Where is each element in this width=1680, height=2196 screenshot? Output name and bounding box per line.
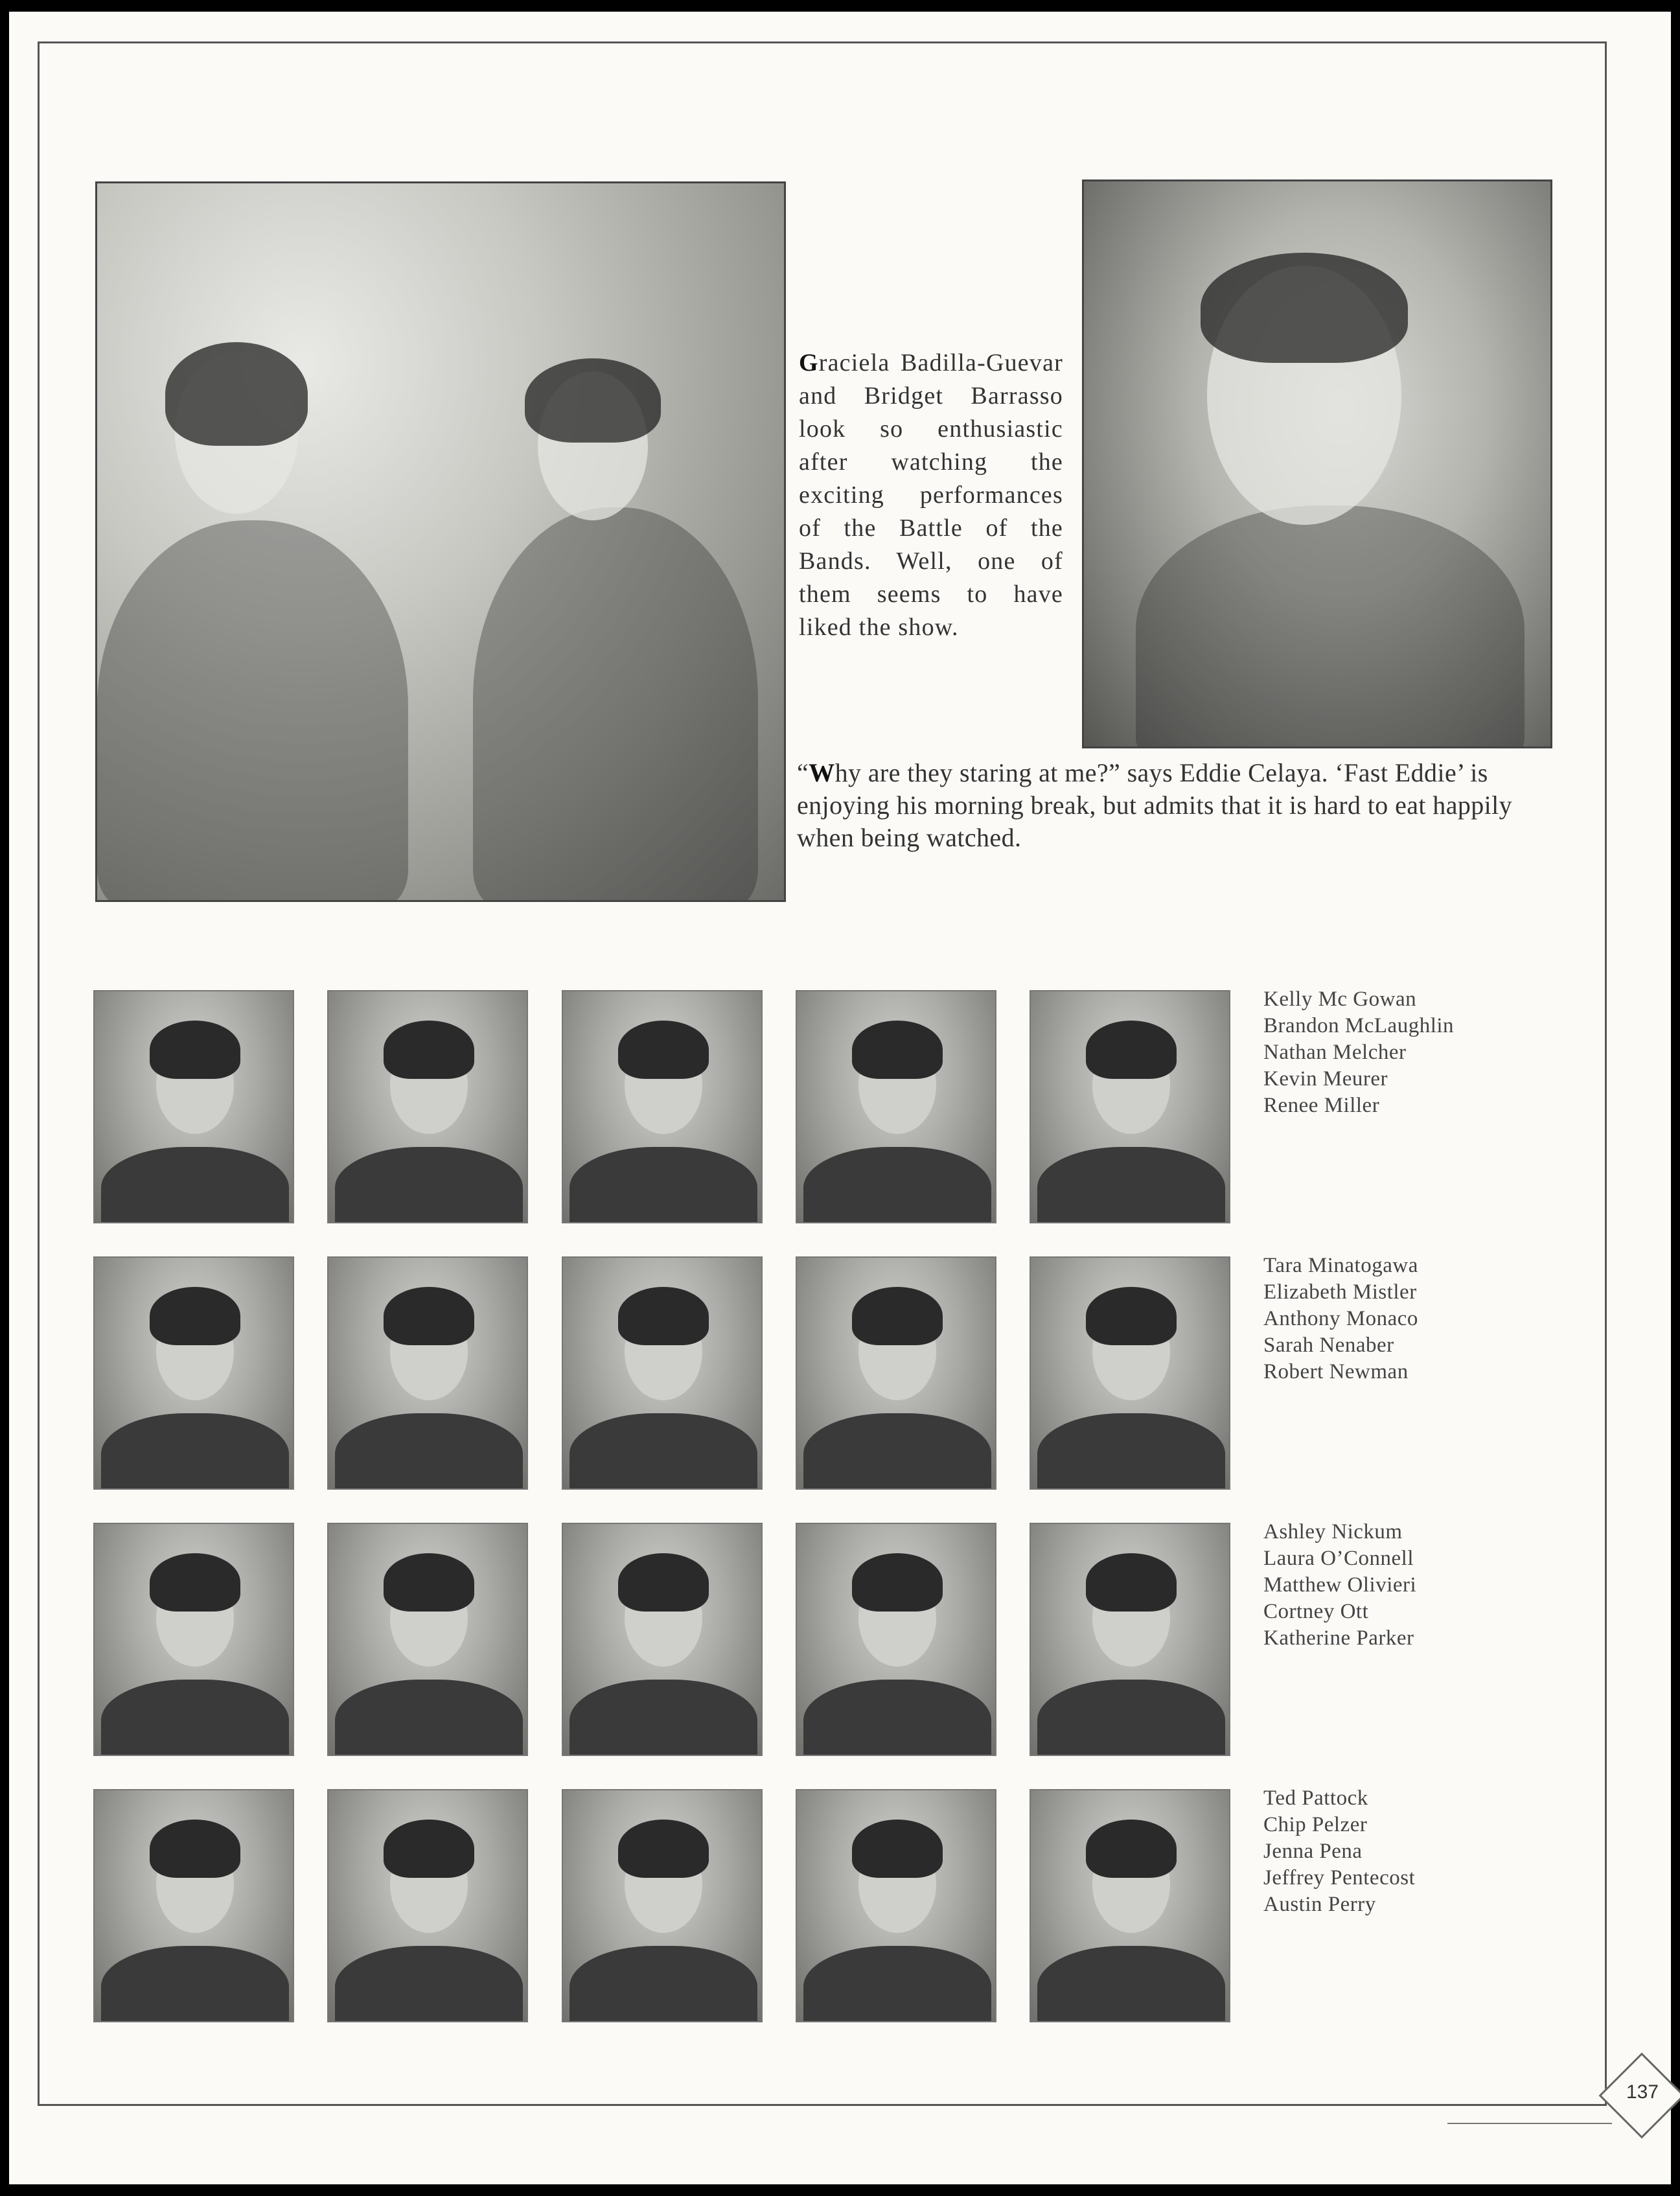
student-name: Elizabeth Mistler — [1263, 1280, 1417, 1304]
student-name: Nathan Melcher — [1263, 1041, 1407, 1064]
portrait — [1030, 990, 1230, 1223]
portrait — [796, 1256, 996, 1490]
name-list-row-1 — [1263, 986, 1454, 1119]
portrait — [796, 990, 996, 1223]
student-name: Brandon McLaughlin — [1263, 1014, 1455, 1037]
student-name: Laura O’Connell — [1263, 1547, 1414, 1570]
student-name: Robert Newman — [1263, 1360, 1409, 1383]
portrait — [796, 1523, 996, 1756]
student-name: Ted Pattock — [1263, 1786, 1368, 1810]
portrait — [327, 990, 528, 1223]
candid-photo-eddie — [1082, 179, 1552, 748]
portrait — [327, 1789, 528, 2022]
student-name: Cortney Ott — [1263, 1600, 1369, 1623]
student-name: Anthony Monaco — [1263, 1307, 1418, 1330]
portrait — [93, 1256, 294, 1490]
portrait — [93, 1523, 294, 1756]
portrait — [562, 990, 763, 1223]
student-name: Kelly Mc Gowan — [1263, 988, 1417, 1011]
candid-photo-two-girls — [95, 181, 786, 902]
name-list-row-4 — [1263, 1785, 1415, 1918]
student-name: Austin Perry — [1263, 1893, 1376, 1916]
student-name: Chip Pelzer — [1263, 1813, 1368, 1836]
name-list-row-3 — [1263, 1519, 1416, 1652]
student-name: Tara Minatogawa — [1263, 1254, 1418, 1277]
caption-two-girls: Graciela Badilla-Guevar and Bridget Barrasso look so enthusiastic after watching the exciting performances of the Battle of the Bands. Well, one of them seems to have liked the show. — [799, 349, 1063, 641]
student-name: Matthew Olivieri — [1263, 1573, 1417, 1597]
student-name: Kevin Meurer — [1263, 1067, 1388, 1091]
student-name: Jenna Pena — [1263, 1840, 1363, 1863]
student-name: Renee Miller — [1263, 1094, 1380, 1117]
portrait — [562, 1523, 763, 1756]
portrait — [327, 1256, 528, 1490]
portrait — [796, 1789, 996, 2022]
page-number: 137 — [1626, 2081, 1659, 2103]
portrait — [562, 1789, 763, 2022]
portrait — [1030, 1523, 1230, 1756]
student-name: Ashley Nickum — [1263, 1520, 1403, 1543]
portrait — [1030, 1789, 1230, 2022]
name-list-row-2 — [1263, 1253, 1418, 1385]
footer-rule — [1447, 2123, 1612, 2124]
portrait — [93, 990, 294, 1223]
caption-eddie: “Why are they staring at me?” says Eddie Celaya. ‘Fast Eddie’ is enjoying his morning break, but admits that it is hard to eat happily when being watched. — [797, 758, 1513, 852]
student-name: Jeffrey Pentecost — [1263, 1866, 1416, 1890]
student-name: Sarah Nenaber — [1263, 1334, 1394, 1357]
portrait — [562, 1256, 763, 1490]
portrait — [1030, 1256, 1230, 1490]
portrait — [327, 1523, 528, 1756]
student-name: Katherine Parker — [1263, 1626, 1414, 1650]
portrait — [93, 1789, 294, 2022]
